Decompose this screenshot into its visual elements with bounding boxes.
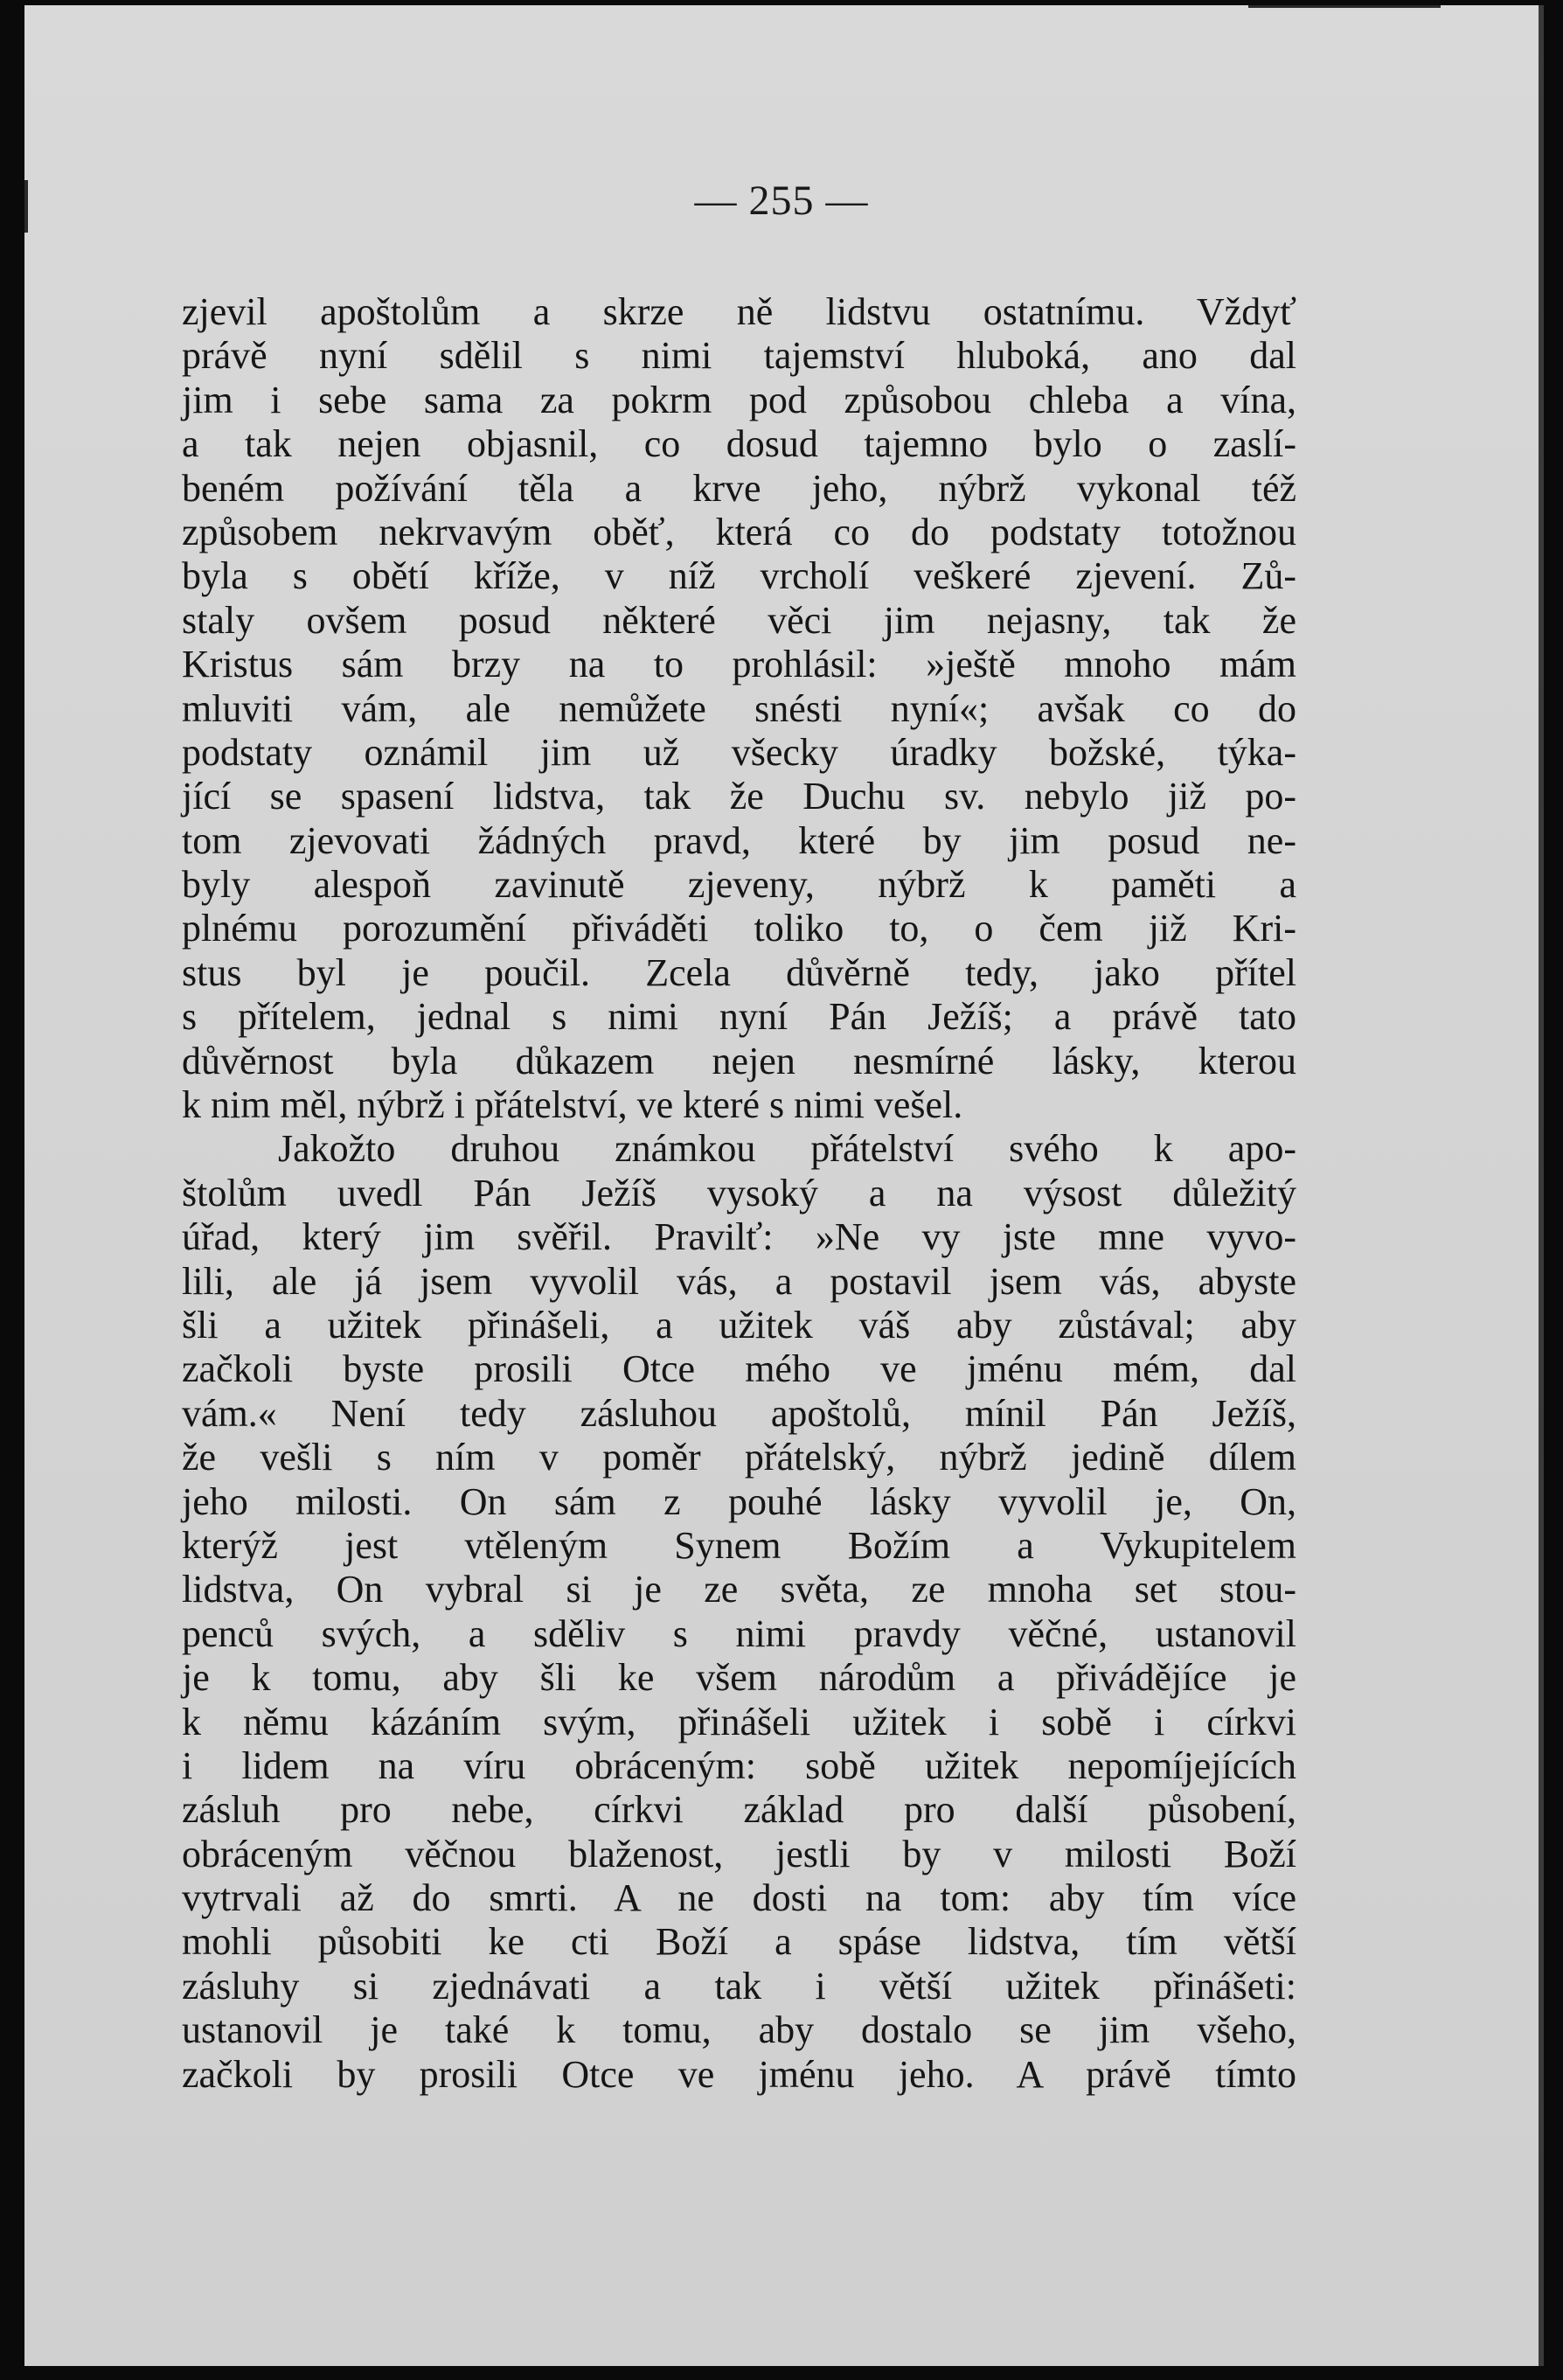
paragraph-end-line: k nim měl, nýbrž i přátelství, ve které s nimi vešel.	[182, 1083, 963, 1127]
text-line: stus byl je poučil. Zcela důvěrně tedy, jako přítel	[182, 950, 1296, 994]
text-line: začkoli by prosili Otce ve jménu jeho. A právě tímto	[182, 2052, 1296, 2096]
text-line: Kristus sám brzy na to prohlásil: »ještě mnoho mám	[182, 643, 1296, 686]
text-line: byla s obětí kříže, v níž vrcholí veškeré zjevení. Zů-	[182, 554, 1296, 598]
text-line: jeho milosti. On sám z pouhé lásky vyvolil je, On,	[182, 1479, 1296, 1523]
text-line: lidstva, On vybral si je ze světa, ze mnoha set stou-	[182, 1568, 1296, 1611]
text-line: mluviti vám, ale nemůžete snésti nyní«; avšak co do	[182, 686, 1296, 730]
text-line: způsobem nekrvavým oběť, která co do podstaty totožnou	[182, 510, 1296, 553]
text-line: lili, ale já jsem vyvolil vás, a postavil jsem vás, abyste	[182, 1259, 1296, 1303]
text-line: zjevil apoštolům a skrze ně lidstvu ostatnímu. Vždyť	[182, 290, 1296, 333]
text-line: zásluh pro nebe, církvi základ pro další působení,	[182, 1788, 1296, 1832]
text-line: byly alespoň zavinutě zjeveny, nýbrž k paměti a	[182, 863, 1296, 907]
text-line: jící se spasení lidstva, tak že Duchu sv. nebylo již po-	[182, 775, 1296, 818]
text-line: podstaty oznámil jim už všecky úradky božské, týka-	[182, 730, 1296, 774]
text-line: šli a užitek přinášeli, a užitek váš aby zůstával; aby	[182, 1303, 1296, 1347]
text-line: staly ovšem posud některé věci jim nejasny, tak že	[182, 598, 1296, 642]
text-line: důvěrnost byla důkazem nejen nesmírné lásky, kterou	[182, 1039, 1296, 1082]
scan-edge-mark	[1248, 5, 1441, 8]
text-line: a tak nejen objasnil, co dosud tajemno bylo o zaslí-	[182, 422, 1296, 466]
text-line: tom zjevovati žádných pravd, které by jim posud ne-	[182, 818, 1296, 862]
text-line: začkoli byste prosili Otce mého ve jménu mém, dal	[182, 1347, 1296, 1391]
text-line: jim i sebe sama za pokrm pod způsobou chleba a vína,	[182, 378, 1296, 421]
text-line: i lidem na víru obráceným: sobě užitek nepomíjejících	[182, 1743, 1296, 1787]
text-line: ustanovil je také k tomu, aby dostalo se jim všeho,	[182, 2008, 1296, 2052]
text-line: že vešli s ním v poměr přátelský, nýbrž jedině dílem	[182, 1436, 1296, 1479]
text-line: úřad, který jim svěřil. Pravilť: »Ne vy jste mne vyvo-	[182, 1215, 1296, 1259]
scan-edge-mark	[24, 180, 28, 233]
text-line: je k tomu, aby šli ke všem národům a přivádějíce je	[182, 1656, 1296, 1700]
text-line: s přítelem, jednal s nimi nyní Pán Ježíš; a právě tato	[182, 995, 1296, 1039]
text-line: kterýž jest vtěleným Synem Božím a Vykupitelem	[182, 1523, 1296, 1567]
text-line: penců svých, a sděliv s nimi pravdy věčné, ustanovil	[182, 1611, 1296, 1655]
text-line: plnému porozumění přiváděti toliko to, o čem již Kri-	[182, 907, 1296, 950]
text-line: zásluhy si zjednávati a tak i větší užitek přinášeti:	[182, 1964, 1296, 2008]
book-page	[24, 5, 1544, 2366]
text-line: obráceným věčnou blaženost, jestli by v milosti Boží	[182, 1832, 1296, 1875]
text-line: mohli působiti ke cti Boží a spáse lidstva, tím větší	[182, 1920, 1296, 1964]
text-line: k němu kázáním svým, přinášeli užitek i sobě i církvi	[182, 1700, 1296, 1743]
paragraph-start-line: Jakožto druhou známkou přátelství svého k apo-	[278, 1127, 1296, 1171]
text-line: štolům uvedl Pán Ježíš vysoký a na výsost důležitý	[182, 1171, 1296, 1214]
text-line: právě nyní sdělil s nimi tajemství hluboká, ano dal	[182, 334, 1296, 378]
text-line: vám.« Není tedy zásluhou apoštolů, mínil Pán Ježíš,	[182, 1391, 1296, 1435]
text-line: beném požívání těla a krve jeho, nýbrž vykonal též	[182, 466, 1296, 510]
page-number: — 255 —	[694, 177, 869, 224]
body-text	[182, 290, 1296, 2097]
text-line: vytrvali až do smrti. A ne dosti na tom: aby tím více	[182, 1876, 1296, 1920]
